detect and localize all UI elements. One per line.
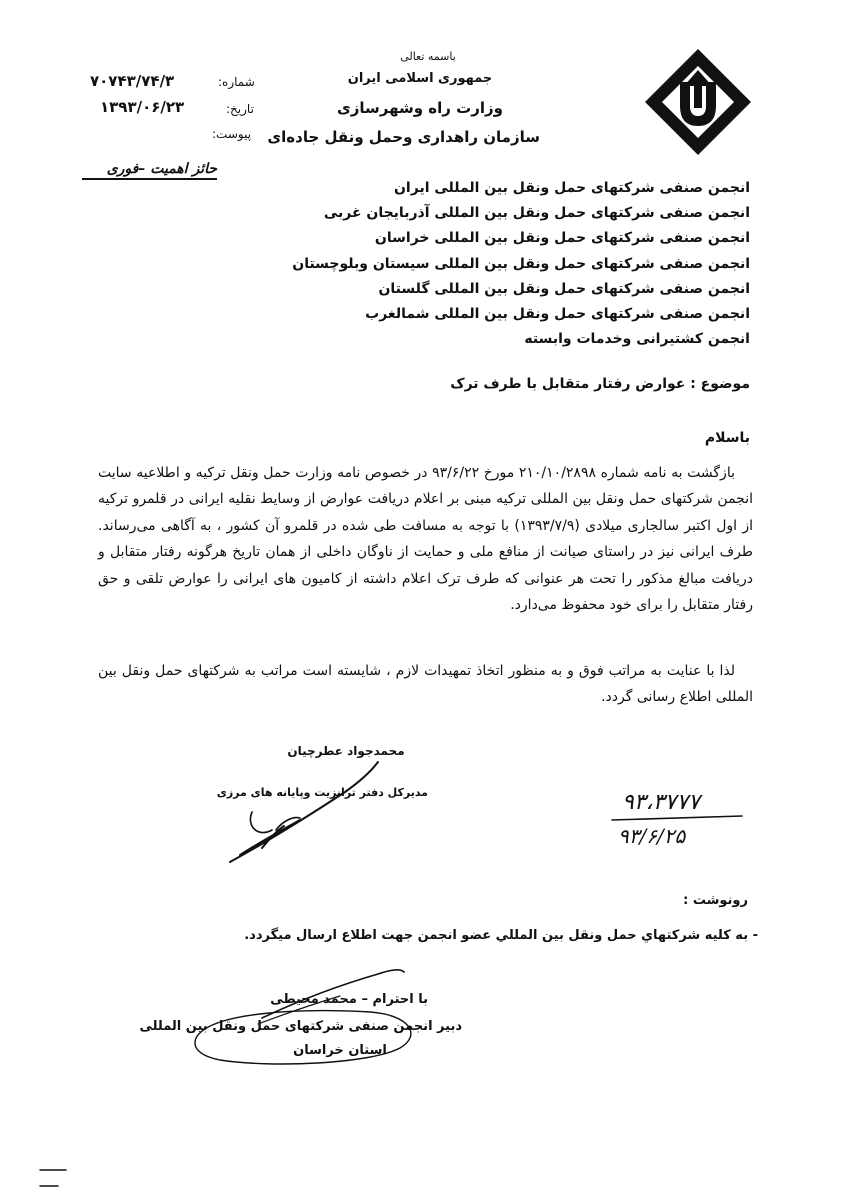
closing-province: استان خراسان	[293, 1043, 387, 1058]
copy-text: - به کلیه شرکتهاي حمل ونقل بین المللي عضو انجمن جهت اطلاع ارسال میگردد.	[244, 928, 758, 943]
letter-number: ۷۰۷۴۳/۷۴/۳	[90, 72, 175, 90]
recipient-line: انجمن صنفی شرکتهای حمل ونقل بین المللی گلستان	[378, 281, 750, 297]
copy-label: رونوشت :	[683, 893, 748, 908]
recipient-line: انجمن صنفی شرکتهای حمل ونقل بین المللی خراسان	[374, 230, 750, 246]
country-name: جمهوری اسلامی ایران	[347, 71, 493, 86]
recipient-line: انجمن صنفی شرکتهای حمل ونقل بین المللی شمالغرب	[365, 306, 750, 322]
recipient-line: انجمن کشتیرانی وخدمات وابسته	[524, 331, 750, 347]
number-label: شماره:	[218, 75, 255, 89]
letter-date: ۱۳۹۳/۰۶/۲۳	[100, 98, 185, 116]
handwritten-number: ۹۳،۳۷۷۷	[622, 790, 700, 815]
body-paragraph: بازگشت به نامه شماره ۲۱۰/۱۰/۲۸۹۸ مورخ ۹۳/۶/۲۲ در خصوص نامه وزارت حمل ونقل ترکیه و اطلاعیه سایت انجمن شرکتهای حمل ونقل بین المللی ترکیه مبنی بر اعلام دریافت عوارض از وسایط نقلیه ایرانی در قلمرو ترکیه از اول اکتبر سالجاری میلادی (۱۳۹۳/۷/۹) با توجه به مسافت طی شده در قلمرو آن کشور ، به آگاهی می‌رساند. طرف ایرانی نیز در راستای صیانت از منافع ملی و حمایت از ناوگان داخلی از همان تاریخ هرگونه رفتار متقابل و دریافت مبالغ مذکور را تحت هر عنوانی که طرف ترک اعلام داشته از کامیون های ایرانی را عوارض تلقی و حق رفتار متقابل را برای خود محفوظ می‌دارد.	[98, 465, 753, 614]
signatory-name: محمدجواد عطرچیان	[287, 744, 405, 758]
priority-marker	[82, 158, 217, 180]
road-organization-logo-icon	[642, 46, 754, 158]
recipient-line: انجمن صنفی شرکتهای حمل ونقل بین المللی آذربایجان غربی	[323, 205, 750, 221]
handwritten-date: ۹۳/۶/۲۵	[618, 824, 686, 848]
closing-regards: با احترام – محمد محیطی	[270, 992, 428, 1007]
basmala: باسمه تعالی	[400, 50, 456, 63]
attachment-label: پیوست:	[212, 127, 252, 141]
signature-scribble	[230, 762, 378, 862]
signature-scribble	[250, 812, 300, 833]
signature-scribble	[240, 820, 300, 855]
priority-text: حائز اهمیت –فوری	[106, 161, 217, 177]
subject-line: موضوع : عوارض رفتار متقابل با طرف ترک	[450, 376, 750, 392]
greeting: باسلام	[704, 430, 750, 446]
body-paragraph: لذا با عنایت به مراتب فوق و به منظور اتخاذ تمهیدات لازم ، شایسته است مراتب به شرکتهای حمل ونقل بین المللی اطلاع رسانی گردد.	[98, 663, 753, 706]
signatory-title: مدیرکل دفتر ترانزیت وپایانه های مرزی	[216, 786, 428, 799]
ministry-name: وزارت راه وشهرسازی	[337, 99, 503, 117]
handwritten-underline	[612, 816, 742, 820]
date-label: تاریخ:	[226, 102, 254, 116]
closing-secretary-title: دبیر انجمن صنفی شرکتهای حمل ونقل بین المللی	[139, 1019, 462, 1034]
recipient-line: انجمن صنفی شرکتهای حمل ونقل بین المللی ایران	[393, 180, 750, 196]
organization-name: سازمان راهداری وحمل ونقل جاده‌ای	[267, 128, 540, 146]
recipient-line: انجمن صنفی شرکتهای حمل ونقل بین المللی سیستان وبلوچستان	[292, 256, 750, 272]
